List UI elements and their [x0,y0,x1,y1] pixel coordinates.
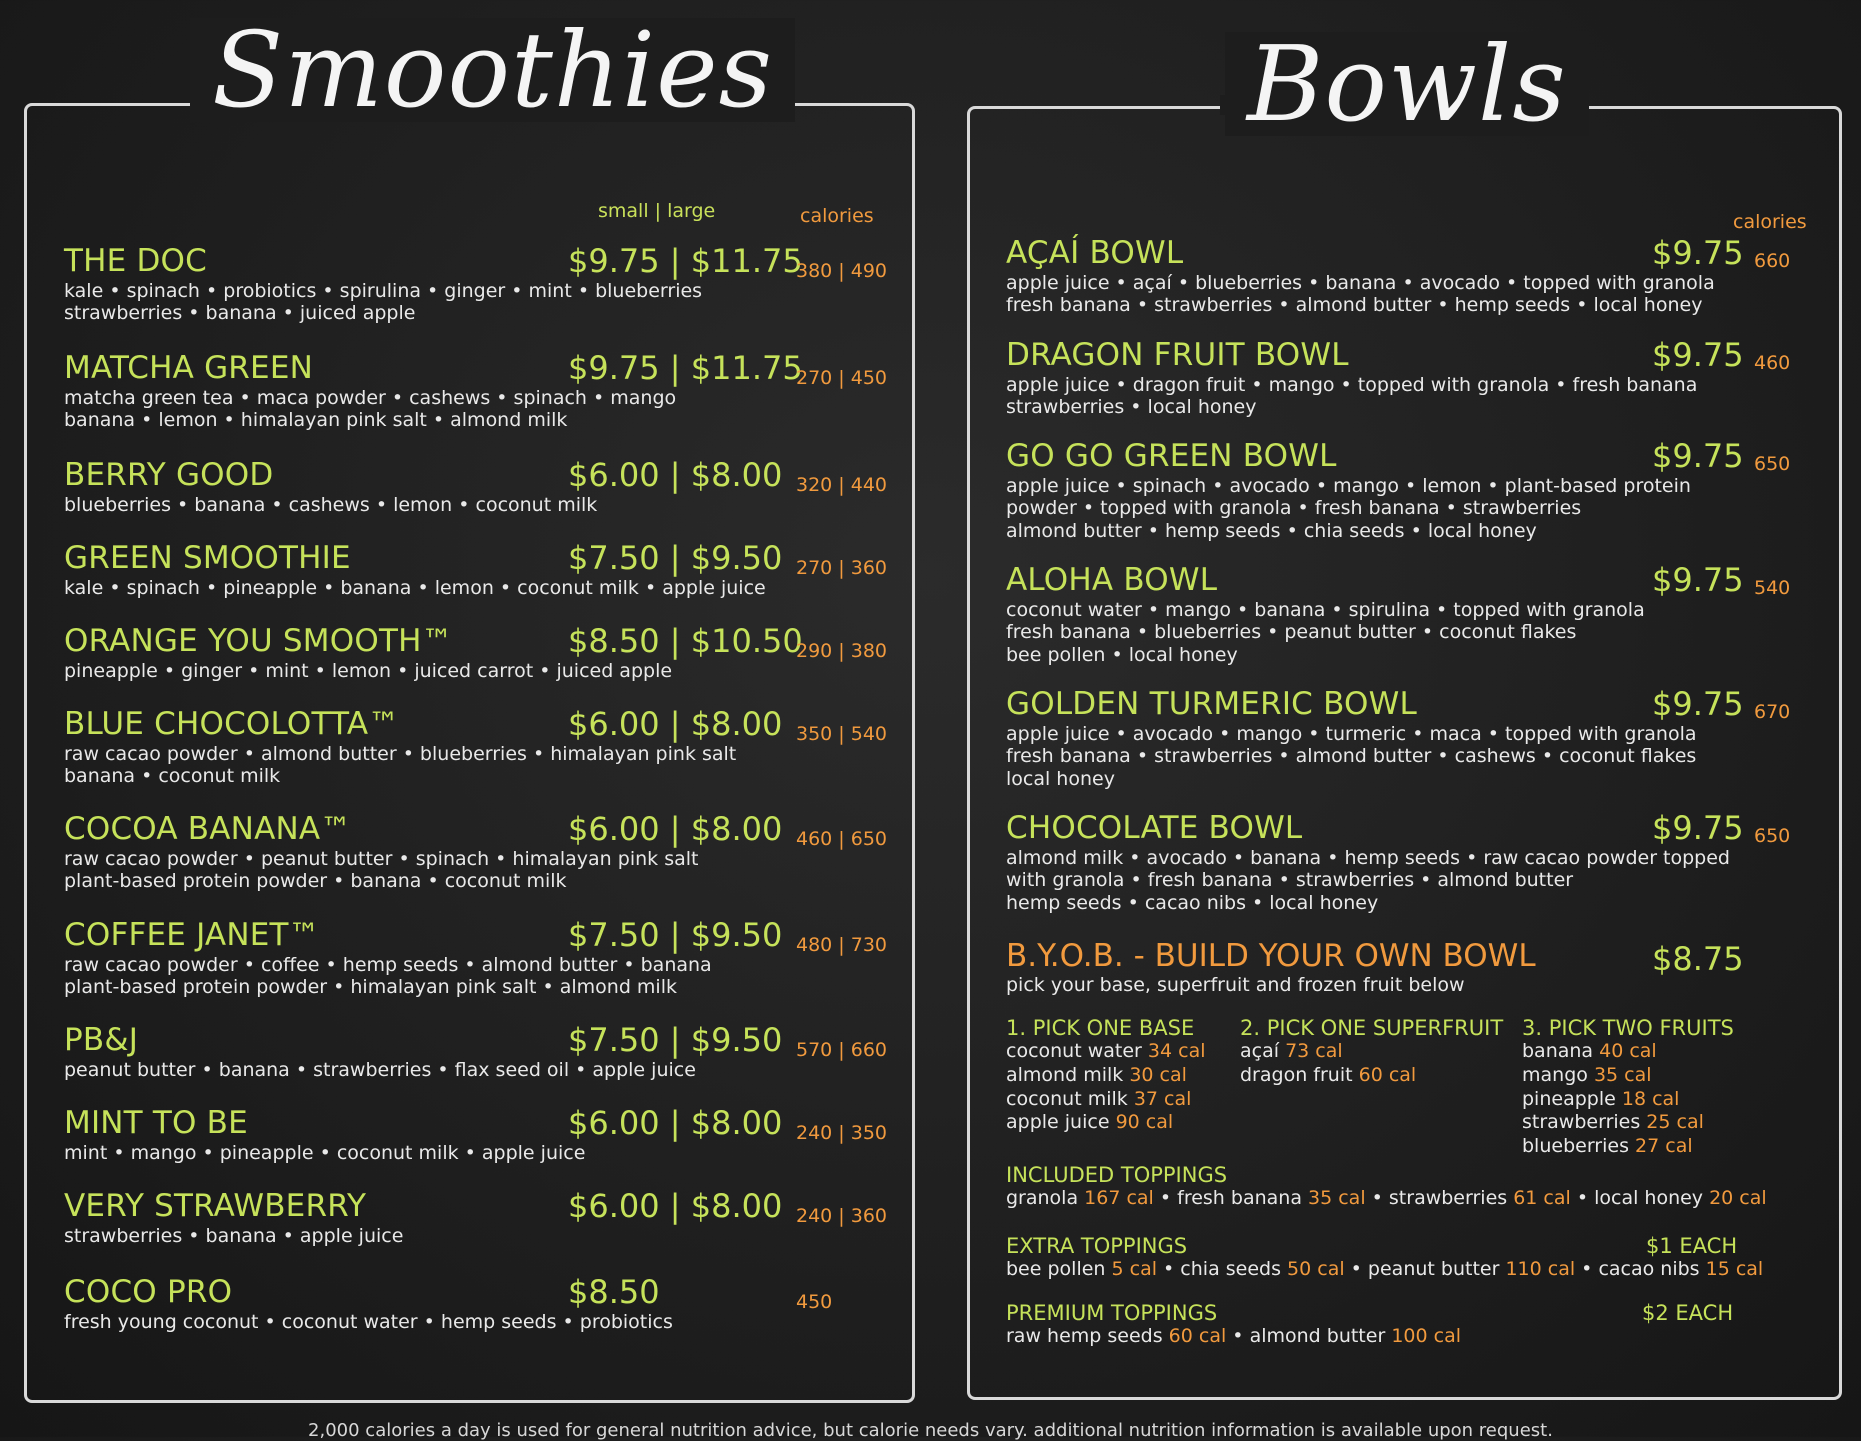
topping-name: strawberries [1388,1187,1508,1210]
smoothie-desc: pineapple • ginger • mint • lemon • juiced carrot • juiced apple [64,659,673,682]
topping-name: granola [1006,1187,1079,1210]
smoothie-price: $8.50 [568,1273,660,1311]
smoothie-calories: 480 | 730 [796,934,888,956]
smoothie-desc: raw cacao powder • coffee • hemp seeds • almond butter • banana [64,953,712,976]
smoothie-price: $8.50 | $10.50 [568,622,803,660]
bowl-name: GO GO GREEN BOWL [1006,438,1337,474]
smoothie-name: COCOA BANANA™ [64,811,352,847]
option-calories: 35 cal [1593,1063,1652,1086]
topping-name: bee pollen [1006,1258,1106,1281]
byob-option [1240,1064,1503,1088]
extra-list: bee pollen 5 cal • chia seeds 50 cal • peanut butter 110 cal • cacao nibs 15 cal [1006,1258,1764,1281]
topping-calories: 20 cal [1709,1187,1767,1210]
option-name: coconut milk [1006,1087,1128,1110]
smoothie-price: $7.50 | $9.50 [568,1021,783,1059]
premium-list: raw hemp seeds 60 cal • almond butter 100 cal [1006,1325,1461,1348]
smoothie-desc: matcha green tea • maca powder • cashews • spinach • mango [64,386,677,409]
bowl-item [1006,687,1697,791]
bowl-desc: fresh banana • strawberries • almond butter • hemp seeds • local honey [1006,294,1703,317]
topping-calories: 110 cal [1505,1258,1576,1281]
smoothie-calories: 320 | 440 [796,474,888,496]
byob-price: $8.75 [1652,940,1744,978]
smoothie-desc: mint • mango • pineapple • coconut milk • apple juice [64,1141,586,1164]
bowl-desc: fresh banana • strawberries • almond butter • cashews • coconut flakes [1006,745,1697,768]
byob-option [1522,1135,1734,1159]
byob-name: B.Y.O.B. - BUILD YOUR OWN BOWL [1006,938,1536,974]
bowl-name: AÇAÍ BOWL [1006,235,1184,271]
option-name: mango [1522,1063,1588,1086]
option-calories: 34 cal [1147,1040,1206,1063]
smoothie-desc: strawberries • banana • juiced apple [64,302,416,325]
topping-calories: 61 cal [1513,1187,1571,1210]
smoothie-calories: 240 | 360 [796,1205,888,1227]
smoothie-desc: blueberries • banana • cashews • lemon • coconut milk [64,493,598,516]
option-name: almond milk [1006,1063,1124,1086]
option-name: pineapple [1522,1087,1616,1110]
byob-desc: pick your base, superfruit and frozen fruit below [1006,974,1465,996]
option-name: banana [1522,1040,1594,1063]
byob-section [1006,938,1536,997]
smoothie-item [64,1106,585,1164]
byob-option [1240,1040,1503,1064]
topping-calories: 35 cal [1308,1187,1366,1210]
smoothie-price: $6.00 | $8.00 [568,810,783,848]
smoothie-name: MINT TO BE [64,1105,248,1141]
option-calories: 18 cal [1621,1087,1680,1110]
bowl-desc: apple juice • açaí • blueberries • banana • avocado • topped with granola [1006,271,1715,294]
included-list: granola 167 cal • fresh banana 35 cal • strawberries 61 cal • local honey 20 cal [1006,1187,1767,1210]
bowl-price: $9.75 [1652,685,1744,723]
byob-option [1006,1111,1206,1135]
smoothie-name: BLUE CHOCOLOTTA™ [64,706,400,742]
option-name: coconut water [1006,1040,1142,1063]
smoothie-name: MATCHA GREEN [64,350,314,386]
smoothie-name: COFFEE JANET™ [64,917,320,953]
smoothie-name: VERY STRAWBERRY [64,1188,367,1224]
smoothie-calories: 380 | 490 [796,260,888,282]
smoothies-title: Smoothies [190,18,795,122]
smoothie-price: $9.75 | $11.75 [568,349,803,387]
topping-calories: 60 cal [1168,1325,1227,1348]
step-fruits-head: 3. PICK TWO FRUITS [1522,1016,1734,1040]
smoothie-name: COCO PRO [64,1274,233,1310]
option-calories: 27 cal [1635,1135,1693,1158]
bowl-desc: apple juice • dragon fruit • mango • topped with granola • fresh banana [1006,373,1698,396]
smoothie-price: $6.00 | $8.00 [568,1104,783,1142]
bowl-calories: 540 [1754,577,1791,599]
smoothie-calories: 570 | 660 [796,1039,888,1061]
bowl-calories-header: calories [1733,211,1807,233]
bowl-calories: 460 [1754,352,1791,374]
bowl-desc: local honey [1006,768,1115,791]
bowl-item [1006,563,1645,667]
included-toppings [1006,1163,1767,1209]
smoothie-price: $6.00 | $8.00 [568,456,783,494]
bowl-name: ALOHA BOWL [1006,562,1218,598]
bowl-item [1006,338,1697,419]
topping-calories: 100 cal [1391,1325,1461,1348]
topping-calories: 167 cal [1084,1187,1154,1210]
smoothie-desc: raw cacao powder • peanut butter • spinach • himalayan pink salt [64,847,699,870]
step-fruits [1522,1016,1734,1159]
smoothie-name: THE DOC [64,243,208,279]
premium-toppings [1006,1301,1461,1347]
bowl-price: $9.75 [1652,234,1744,272]
bowl-calories: 670 [1754,701,1791,723]
topping-name: chia seeds [1180,1258,1281,1281]
smoothie-calories: 350 | 540 [796,723,888,745]
bowl-item [1006,236,1715,317]
byob-option [1522,1111,1734,1135]
step-superfruit [1240,1016,1503,1088]
included-head: INCLUDED TOPPINGS [1006,1163,1228,1187]
option-calories: 30 cal [1129,1063,1187,1086]
smoothie-calories: 270 | 360 [796,557,888,579]
smoothie-desc: fresh young coconut • coconut water • hemp seeds • probiotics [64,1310,673,1333]
topping-name: cacao nibs [1598,1258,1700,1281]
topping-name: raw hemp seeds [1006,1325,1163,1348]
topping-name: fresh banana [1177,1187,1302,1210]
byob-option [1522,1040,1734,1064]
size-header: small | large [598,200,716,222]
byob-option [1006,1088,1206,1112]
smoothie-calories: 450 [796,1291,833,1313]
option-name: strawberries [1522,1111,1641,1134]
bowl-name: GOLDEN TURMERIC BOWL [1006,686,1417,722]
smoothie-price: $6.00 | $8.00 [568,705,783,743]
extra-each-price: $1 EACH [1646,1234,1738,1258]
smoothie-calories: 270 | 450 [796,367,888,389]
option-name: dragon fruit [1240,1063,1353,1086]
topping-name: peanut butter [1367,1258,1500,1281]
extra-head: EXTRA TOPPINGS [1006,1234,1188,1258]
topping-name: almond butter [1249,1325,1386,1348]
bowl-desc: apple juice • avocado • mango • turmeric • maca • topped with granola [1006,722,1697,745]
byob-option [1522,1064,1734,1088]
topping-calories: 5 cal [1111,1258,1157,1281]
smoothie-price: $6.00 | $8.00 [568,1187,783,1225]
bowl-price: $9.75 [1652,437,1744,475]
smoothie-item [64,1189,403,1247]
bowl-desc: powder • topped with granola • fresh banana • strawberries [1006,497,1582,520]
smoothie-name: ORANGE YOU SMOOTH™ [64,623,453,659]
option-calories: 60 cal [1358,1063,1417,1086]
byob-option [1522,1088,1734,1112]
option-calories: 25 cal [1646,1111,1704,1134]
smoothie-desc: strawberries • banana • apple juice [64,1224,404,1247]
step-superfruit-head: 2. PICK ONE SUPERFRUIT [1240,1016,1504,1040]
bowl-price: $9.75 [1652,561,1744,599]
bowl-name: DRAGON FRUIT BOWL [1006,337,1349,373]
step-base [1006,1016,1206,1135]
smoothie-price: $7.50 | $9.50 [568,539,783,577]
topping-name: local honey [1594,1187,1704,1210]
smoothie-desc: plant-based protein powder • himalayan pink salt • almond milk [64,976,677,999]
premium-head: PREMIUM TOPPINGS [1006,1301,1218,1325]
bowl-calories: 650 [1754,825,1791,847]
option-name: açaí [1240,1040,1280,1063]
smoothie-name: BERRY GOOD [64,457,274,493]
premium-each-price: $2 EACH [1642,1301,1734,1325]
option-name: blueberries [1522,1135,1629,1158]
step-base-head: 1. PICK ONE BASE [1006,1016,1195,1040]
bowl-item [1006,439,1691,543]
bowl-desc: hemp seeds • cacao nibs • local honey [1006,892,1379,915]
topping-calories: 15 cal [1705,1258,1764,1281]
option-calories: 37 cal [1133,1087,1192,1110]
smoothie-calories-header: calories [800,205,874,227]
nutrition-footer: 2,000 calories a day is used for general nutrition advice, but calorie needs vary. additional nutrition information is available upon request. [308,1420,1553,1441]
smoothie-desc: banana • lemon • himalayan pink salt • almond milk [64,409,568,432]
bowl-desc: almond butter • hemp seeds • chia seeds • local honey [1006,520,1537,543]
bowl-price: $9.75 [1652,809,1744,847]
bowl-desc: with granola • fresh banana • strawberries • almond butter [1006,869,1574,892]
smoothie-item [64,458,597,516]
smoothie-price: $7.50 | $9.50 [568,916,783,954]
bowl-desc: fresh banana • blueberries • peanut butter • coconut flakes [1006,621,1577,644]
topping-calories: 50 cal [1287,1258,1345,1281]
option-calories: 40 cal [1599,1040,1657,1063]
option-name: apple juice [1006,1111,1110,1134]
smoothie-calories: 460 | 650 [796,828,888,850]
smoothie-desc: kale • spinach • pineapple • banana • lemon • coconut milk • apple juice [64,576,766,599]
option-calories: 73 cal [1285,1040,1343,1063]
bowl-desc: apple juice • spinach • avocado • mango • lemon • plant-based protein [1006,474,1691,497]
bowl-price: $9.75 [1652,336,1744,374]
bowl-item [1006,811,1730,915]
smoothie-calories: 290 | 380 [796,640,888,662]
smoothie-desc: plant-based protein powder • banana • coconut milk [64,870,567,893]
byob-option [1006,1064,1206,1088]
smoothie-price: $9.75 | $11.75 [568,242,803,280]
option-calories: 90 cal [1115,1111,1174,1134]
bowl-calories: 660 [1754,250,1791,272]
smoothie-desc: peanut butter • banana • strawberries • flax seed oil • apple juice [64,1058,696,1081]
smoothie-desc: banana • coconut milk [64,765,281,788]
smoothie-desc: kale • spinach • probiotics • spirulina • ginger • mint • blueberries [64,279,703,302]
byob-option [1006,1040,1206,1064]
bowl-name: CHOCOLATE BOWL [1006,810,1303,846]
bowl-desc: almond milk • avocado • banana • hemp seeds • raw cacao powder topped [1006,846,1730,869]
smoothie-desc: raw cacao powder • almond butter • blueberries • himalayan pink salt [64,742,737,765]
bowl-desc: bee pollen • local honey [1006,644,1238,667]
bowl-calories: 650 [1754,453,1791,475]
bowl-desc: coconut water • mango • banana • spirulina • topped with granola [1006,598,1645,621]
smoothie-calories: 240 | 350 [796,1122,888,1144]
smoothie-name: PB&J [64,1022,139,1058]
bowls-title: Bowls [1225,32,1589,136]
smoothie-name: GREEN SMOOTHIE [64,540,351,576]
bowl-desc: strawberries • local honey [1006,396,1257,419]
